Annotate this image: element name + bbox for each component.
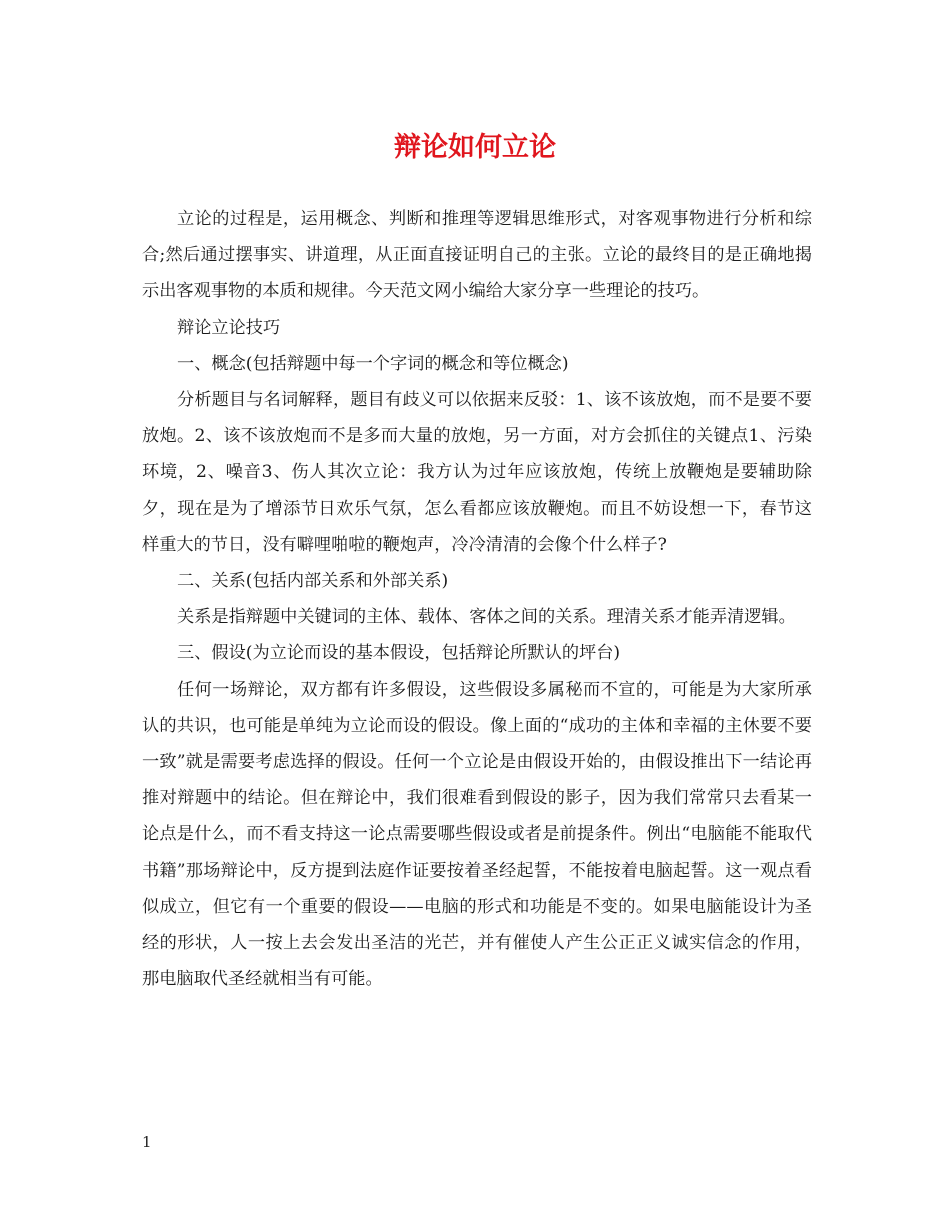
section-heading-assumption: 三、假设(为立论而设的基本假设，包括辩论所默认的坪台) — [177, 643, 621, 664]
section-heading-relation: 二、关系(包括内部关系和外部关系) — [177, 571, 449, 592]
section-heading-concept: 一、概念(包括辩题中每一个字词的概念和等位概念) — [177, 353, 569, 374]
paragraph-concept: 分析题目与名词解释，题目有歧义可以依据来反驳：1、该不该放炮，而不是要不要放炮。2、该不该放炮而不是多而大量的放炮，另一方面，对方会抓住的关键点1、污染环境，2、噪音3、伤人其次立论：我方认为过年应该放炮，传统上放鞭炮是要辅助除夕，现在是为了增添节日欢乐气氛，怎么看都应该放鞭炮。而且不妨设想一下，春节这样重大的节日，没有噼哩啪啦的鞭炮声，冷冷清清的会像个什么样子? — [142, 390, 812, 555]
page-number: 1 — [142, 1133, 152, 1151]
section-heading-techniques: 辩论立论技巧 — [177, 317, 281, 338]
document-title: 辩论如何立论 — [394, 132, 556, 163]
document-body — [142, 201, 812, 997]
paragraph-assumption: 任何一场辩论，双方都有许多假设，这些假设多属秘而不宣的，可能是为大家所承认的共识，也可能是单纯为立论而设的假设。像上面的“成功的主体和幸福的主休要不要一致”就是需要考虑选择的假设。任何一个立论是由假设开始的，由假设推出下一结论再推对辩题中的结论。但在辩论中，我们很难看到假设的影子，因为我们常常只去看某一论点是什么，而不看支持这一论点需要哪些假设或者是前提条件。例出“电脑能不能取代书籍”那场辩论中，反方提到法庭作证要按着圣经起誓，不能按着电脑起誓。这一观点看似成立，但它有一个重要的假设——电脑的形式和功能是不变的。如果电脑能设计为圣经的形状，人一按上去会发出圣洁的光芒，并有催使人产生公正正义诚实信念的作用，那电脑取代圣经就相当有可能。 — [142, 679, 812, 990]
paragraph-relation: 关系是指辩题中关键词的主体、载体、客体之间的关系。理清关系才能弄清逻辑。 — [177, 607, 796, 628]
paragraph-intro: 立论的过程是，运用概念、判断和推理等逻辑思维形式，对客观事物进行分析和综合;然后通过摆事实、讲道理，从正面直接证明自己的主张。立论的最终目的是正确地揭示出客观事物的本质和规律。今天范文网小编给大家分享一些理论的技巧。 — [142, 209, 812, 302]
